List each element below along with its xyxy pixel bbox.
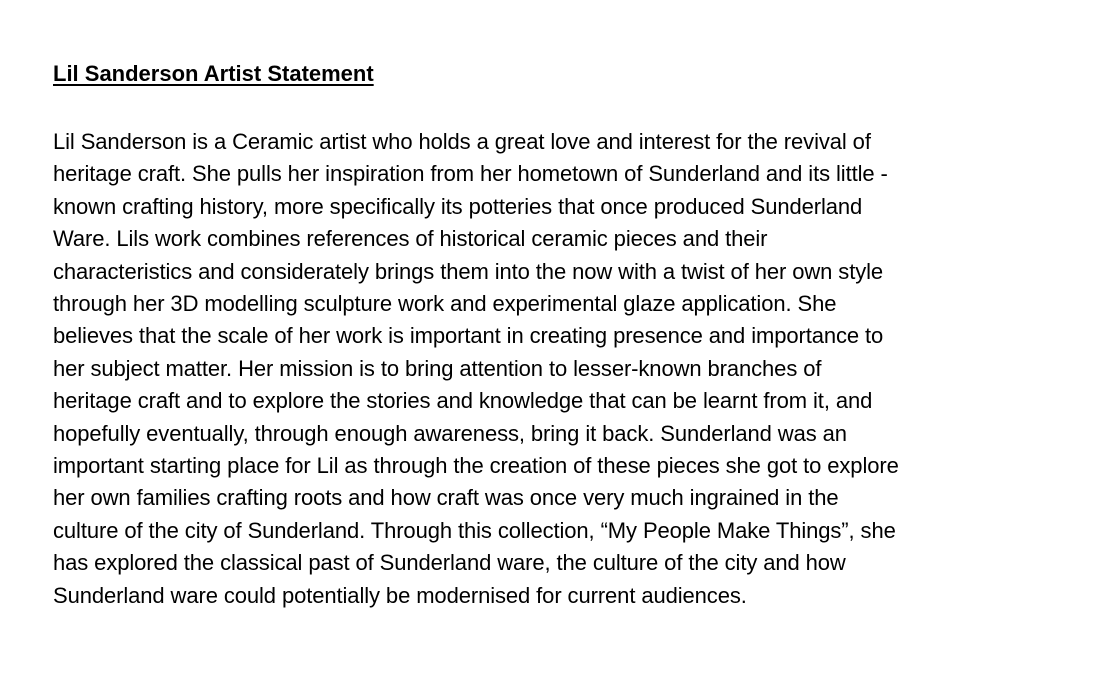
paragraph-line: important starting place for Lil as through the creation of these pieces she got to explore — [53, 453, 899, 479]
paragraph-line: has explored the classical past of Sunderland ware, the culture of the city and how — [53, 550, 846, 576]
paragraph-line: heritage craft. She pulls her inspiration from her hometown of Sunderland and its little - — [53, 161, 888, 187]
statement-paragraph — [53, 126, 1063, 612]
paragraph-line: believes that the scale of her work is important in creating presence and importance to — [53, 323, 884, 349]
paragraph-line: hopefully eventually, through enough awareness, bring it back. Sunderland was an — [53, 420, 847, 446]
paragraph-line: her own families crafting roots and how craft was once very much ingrained in the — [53, 485, 839, 511]
paragraph-line: known crafting history, more specifically its potteries that once produced Sunderland — [53, 193, 863, 219]
paragraph-line: Sunderland ware could potentially be modernised for current audiences. — [53, 582, 747, 608]
paragraph-line: characteristics and considerately brings them into the now with a twist of her own style — [53, 258, 884, 284]
paragraph-line: Ware. Lils work combines references of historical ceramic pieces and their — [53, 226, 768, 252]
document-page — [53, 60, 1063, 612]
paragraph-line: culture of the city of Sunderland. Through this collection, “My People Make Things”, she — [53, 517, 896, 543]
document-title: Lil Sanderson Artist Statement — [53, 61, 374, 86]
paragraph-line: her subject matter. Her mission is to bring attention to lesser-known branches of — [53, 355, 822, 381]
paragraph-line: through her 3D modelling sculpture work and experimental glaze application. She — [53, 291, 837, 317]
paragraph-line: Lil Sanderson is a Ceramic artist who holds a great love and interest for the revival of — [53, 129, 871, 154]
paragraph-line: heritage craft and to explore the stories and knowledge that can be learnt from it, and — [53, 388, 873, 414]
